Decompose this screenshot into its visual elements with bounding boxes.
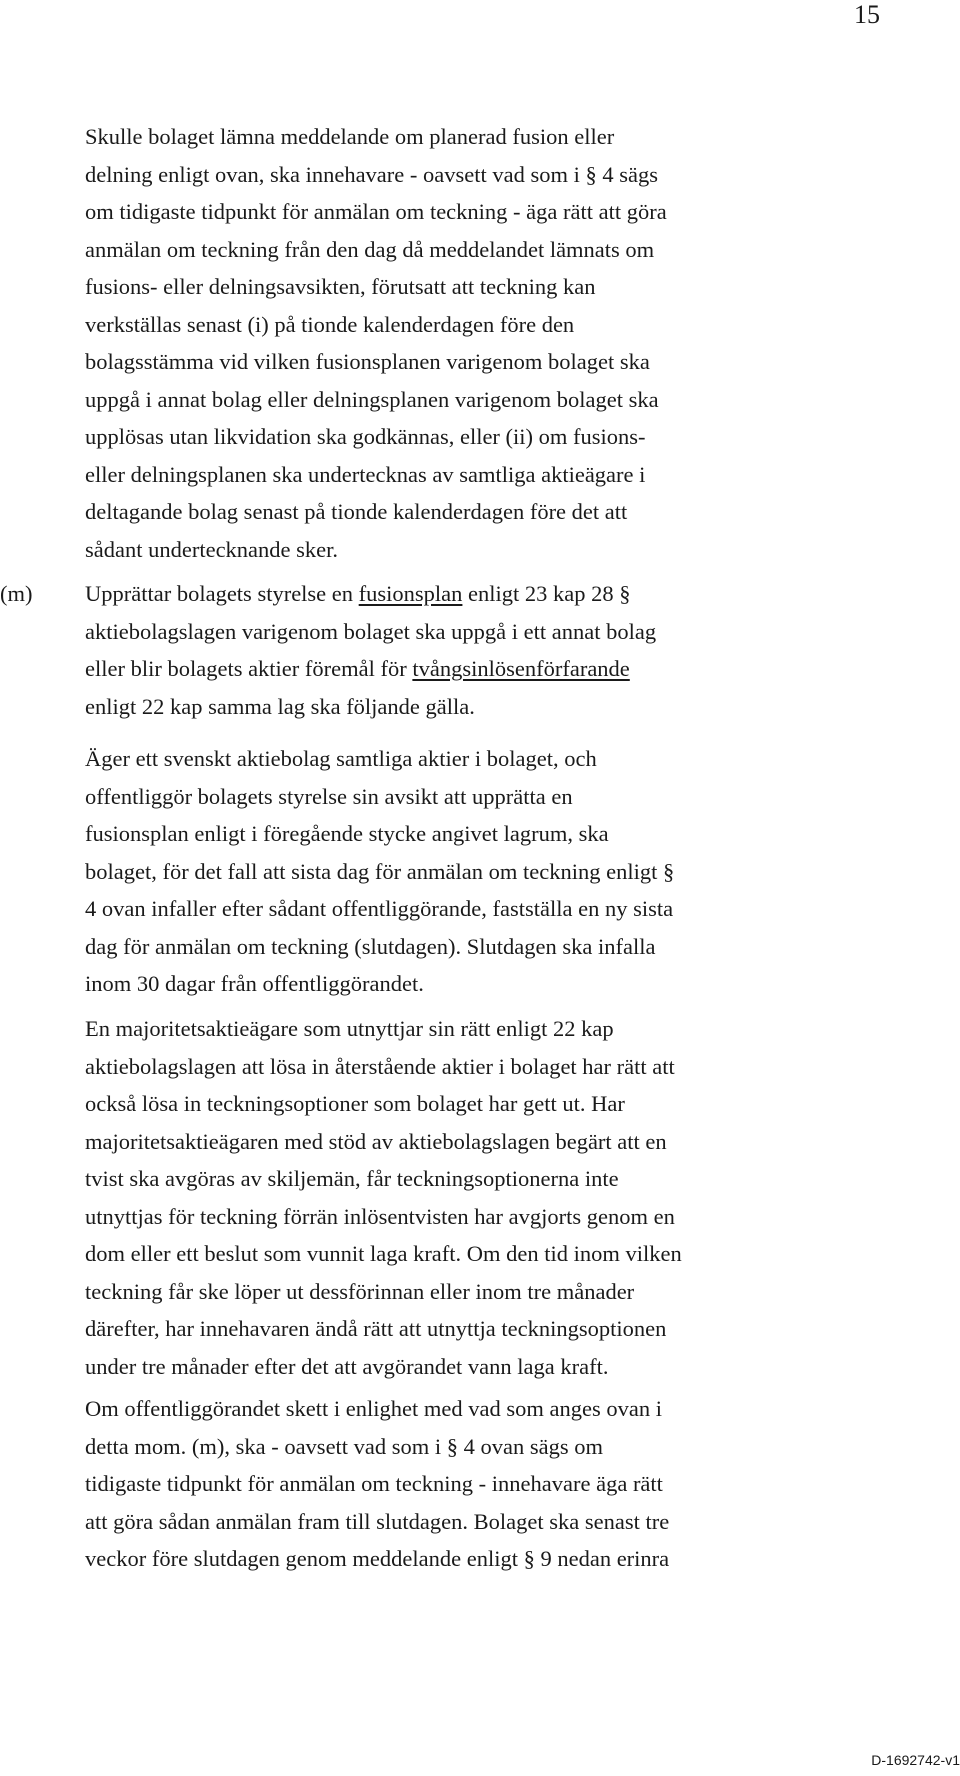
- text-segment: enligt 22 kap samma lag ska följande gälla.: [85, 693, 475, 719]
- paragraph-publication: Om offentliggörandet skett i enlighet med vad som anges ovan i detta mom. (m), ska - oavsett vad som i § 4 ovan sägs om tidigaste tidpunkt för anmälan om teckning - innehavare äga rätt att göra sådan anmälan fram till slutdagen. Bolaget ska senast tre veckor före slutdagen genom meddelande enligt § 9 nedan erinra: [85, 1396, 670, 1571]
- paragraph-merger-notice: Skulle bolaget lämna meddelande om planerad fusion eller delning enligt ovan, ska innehavare - oavsett vad som i § 4 sägs om tidigaste tidpunkt för anmälan om teckning - äga rätt att göra anmälan om teckning från den dag då meddelandet lämnats om fusions- eller delningsavsikten, förutsatt att teckning kan verkställas senast (i) på tionde kalenderdagen före den bolagsstämma vid vilken fusionsplanen varigenom bolaget ska uppgå i annat bolag eller delningsplanen varigenom bolaget ska upplösas utan likvidation ska godkännas, eller (ii) om fusions- eller delningsplanen ska undertecknas av samtliga aktieägare i deltagande bolag senast på tionde kalenderdagen före det att sådant undertecknande sker.: [85, 124, 667, 562]
- text-segment: Upprättar bolagets styrelse en: [85, 581, 359, 606]
- text-segment: enligt 23 kap 28 § aktiebolagslagen varigenom bolaget ska uppgå i ett annat bolag eller blir bolagets aktier föremål för: [85, 581, 657, 681]
- tvangsinlosenforfarande-link[interactable]: tvångsinlösenförfarande: [412, 656, 630, 681]
- fusionsplan-link[interactable]: fusionsplan: [358, 581, 463, 606]
- paragraph-majority-shareholder: En majoritetsaktieägare som utnyttjar sin rätt enligt 22 kap aktiebolagslagen att lösa in återstående aktier i bolaget har rätt att också lösa in teckningsoptioner som bolaget har gett ut. Har majoritetsaktieägaren med stöd av aktiebolagslagen begärt att en tvist ska avgöras av skiljemän, får teckningsoptionerna inte utnyttjas för teckning förrän inlösentvisten har avgjorts genom en dom eller ett beslut som vunnit laga kraft. Om den tid inom vilken teckning får ske löper ut dessförinnan eller inom tre månader därefter, har innehavaren ändå rätt att utnyttja teckningsoptionen under tre månader efter det att avgörandet vann laga kraft.: [85, 1016, 682, 1379]
- paragraph-merger-plan: [85, 575, 805, 725]
- page-number: 15: [854, 0, 880, 29]
- paragraph-swedish-parent: Äger ett svenskt aktiebolag samtliga aktier i bolaget, och offentliggör bolagets styrelse sin avsikt att upprätta en fusionsplan enligt i föregående stycke angivet lagrum, ska bolaget, för det fall att sista dag för anmälan om teckning enligt § 4 ovan infaller efter sådant offentliggörande, fastställa en ny sista dag för anmälan om teckning (slutdagen). Slutdagen ska infalla inom 30 dagar från offentliggörandet.: [85, 746, 675, 996]
- item-label-m: (m): [0, 581, 33, 606]
- document-id: D-1692742-v1: [871, 1752, 960, 1768]
